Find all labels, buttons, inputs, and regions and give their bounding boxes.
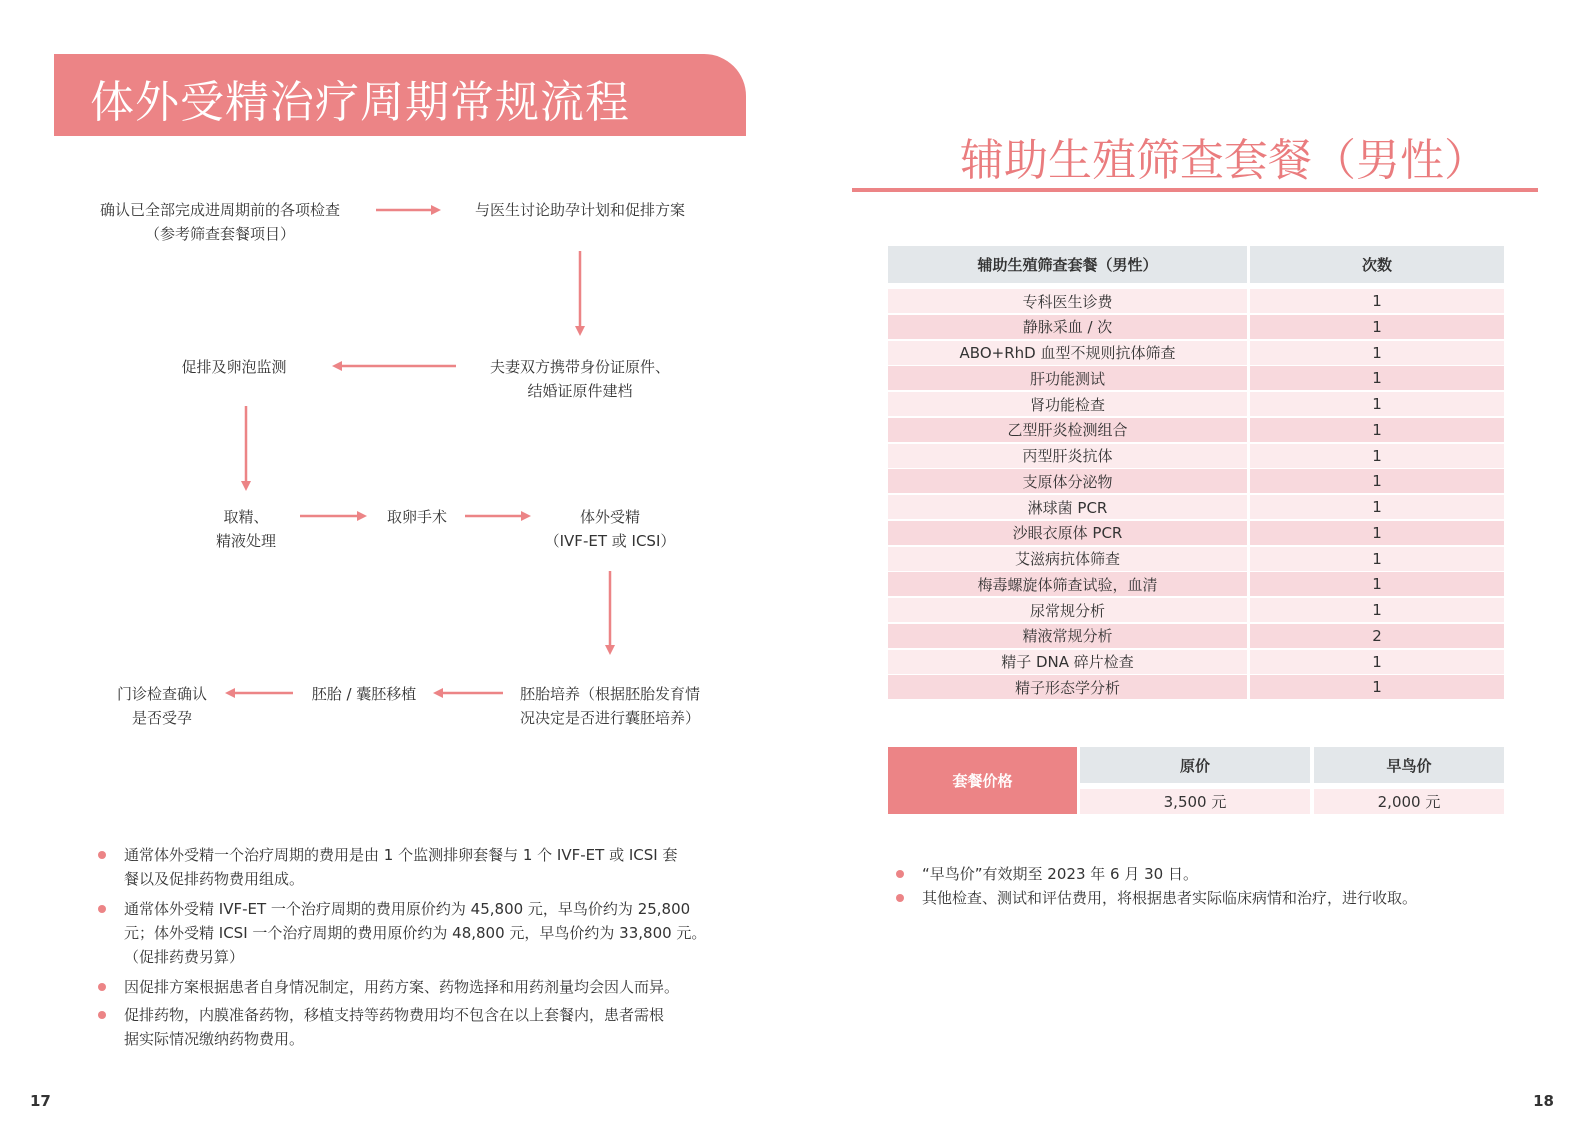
table-cell-item: 艾滋病抗体筛查 [888, 547, 1247, 571]
table-row [888, 469, 1504, 493]
page-number-left: 17 [30, 1092, 51, 1110]
table-cell-item: ABO+RhD 血型不规则抗体筛查 [888, 341, 1247, 365]
table-cell-item: 支原体分泌物 [888, 469, 1247, 493]
list-item: 通常体外受精一个治疗周期的费用是由 1 个监测排卵套餐与 1 个 IVF-ET 或 ICSI 套 餐以及促排药物费用组成。 [98, 843, 677, 891]
table-cell-item: 丙型肝炎抗体 [888, 444, 1247, 468]
table-row [888, 598, 1504, 622]
table-row [888, 366, 1504, 390]
page-number-right: 18 [1533, 1092, 1554, 1110]
table-cell-count: 1 [1250, 598, 1504, 622]
bullet-icon [896, 870, 904, 878]
table-row [888, 289, 1504, 313]
table-cell-count: 1 [1250, 392, 1504, 416]
table-cell-count: 2 [1250, 624, 1504, 648]
price-original-value: 3,500 元 [1080, 789, 1310, 814]
table-row [888, 650, 1504, 674]
table-cell-count: 1 [1250, 444, 1504, 468]
flow-step-stimulation: 促排及卵泡监测 [181, 358, 287, 376]
list-item: “早鸟价”有效期至 2023 年 6 月 30 日。 [896, 862, 1198, 886]
flow-step-registration: 夫妻双方携带身份证原件、 结婚证原件建档 [489, 358, 671, 400]
left-notes [98, 843, 738, 1048]
table-cell-item: 专科医生诊费 [888, 289, 1247, 313]
price-early-value: 2,000 元 [1314, 789, 1504, 814]
table-row [888, 675, 1504, 699]
bullet-icon [98, 905, 106, 913]
table-row [888, 547, 1504, 571]
table-cell-count: 1 [1250, 650, 1504, 674]
table-cell-item: 梅毒螺旋体筛查试验，血清 [888, 572, 1247, 596]
flow-step-discuss-plan: 与医生讨论助孕计划和促排方案 [474, 201, 686, 219]
table-cell-item: 沙眼衣原体 PCR [888, 521, 1247, 545]
title-divider [852, 188, 1538, 192]
flow-step-pregnancy-check: 门诊检查确认 是否受孕 [116, 685, 208, 727]
table-row [888, 624, 1504, 648]
flow-step-ivf: 体外受精 （IVF-ET 或 ICSI） [544, 508, 676, 550]
list-item: 通常体外受精 IVF-ET 一个治疗周期的费用原价约为 45,800 元，早鸟价约为 25,800 元；体外受精 ICSI 一个治疗周期的费用原价约为 48,800 元，早鸟价约为 33,800 元。 （促排药费另算） [98, 897, 706, 969]
table-cell-item: 乙型肝炎检测组合 [888, 418, 1247, 442]
price-early-header: 早鸟价 [1314, 747, 1504, 783]
table-cell-count: 1 [1250, 495, 1504, 519]
table-cell-item: 精子 DNA 碎片检查 [888, 650, 1247, 674]
flow-step-egg-retrieval: 取卵手术 [386, 508, 448, 526]
table-row [888, 418, 1504, 442]
right-page-title: 辅助生殖筛查套餐（男性） [960, 135, 1488, 186]
table-cell-item: 肾功能检查 [888, 392, 1247, 416]
bullet-icon [98, 983, 106, 991]
table-cell-count: 1 [1250, 418, 1504, 442]
table-cell-item: 精液常规分析 [888, 624, 1247, 648]
list-item: 其他检查、测试和评估费用，将根据患者实际临床病情和治疗，进行收取。 [896, 886, 1417, 910]
table-row [888, 341, 1504, 365]
table-cell-count: 1 [1250, 289, 1504, 313]
list-item: 因促排方案根据患者自身情况制定，用药方案、药物选择和用药剂量均会因人而异。 [98, 975, 679, 999]
table-header-count: 次数 [1250, 246, 1504, 283]
table-cell-count: 1 [1250, 366, 1504, 390]
flow-step-embryo-culture: 胚胎培养（根据胚胎发育情 况决定是否进行囊胚培养） [519, 685, 701, 727]
table-cell-count: 1 [1250, 547, 1504, 571]
table-row [888, 444, 1504, 468]
bullet-icon [98, 1011, 106, 1019]
table-cell-count: 1 [1250, 521, 1504, 545]
table-cell-item: 精子形态学分析 [888, 675, 1247, 699]
flow-step-confirm-checks: 确认已全部完成进周期前的各项检查 （参考筛查套餐项目） [99, 201, 341, 243]
table-header-row [888, 246, 1504, 283]
flow-step-sperm: 取精、 精液处理 [215, 508, 277, 550]
table-cell-item: 静脉采血 / 次 [888, 315, 1247, 339]
bullet-icon [896, 894, 904, 902]
price-original-header: 原价 [1080, 747, 1310, 783]
table-row [888, 572, 1504, 596]
table-cell-item: 淋球菌 PCR [888, 495, 1247, 519]
price-label: 套餐价格 [888, 747, 1077, 814]
left-page-title: 体外受精治疗周期常规流程 [90, 77, 630, 128]
table-row [888, 521, 1504, 545]
table-cell-count: 1 [1250, 315, 1504, 339]
table-cell-count: 1 [1250, 341, 1504, 365]
table-row [888, 315, 1504, 339]
table-cell-item: 肝功能测试 [888, 366, 1247, 390]
table-cell-count: 1 [1250, 572, 1504, 596]
table-row [888, 495, 1504, 519]
table-row [888, 392, 1504, 416]
table-cell-count: 1 [1250, 675, 1504, 699]
list-item: 促排药物，内膜准备药物，移植支持等药物费用均不包含在以上套餐内，患者需根 据实际情况缴纳药物费用。 [98, 1003, 664, 1051]
right-notes [896, 862, 1536, 922]
table-cell-item: 尿常规分析 [888, 598, 1247, 622]
flow-step-transfer: 胚胎 / 囊胚移植 [311, 685, 417, 703]
table-header-item: 辅助生殖筛查套餐（男性） [888, 246, 1247, 283]
table-cell-count: 1 [1250, 469, 1504, 493]
bullet-icon [98, 851, 106, 859]
